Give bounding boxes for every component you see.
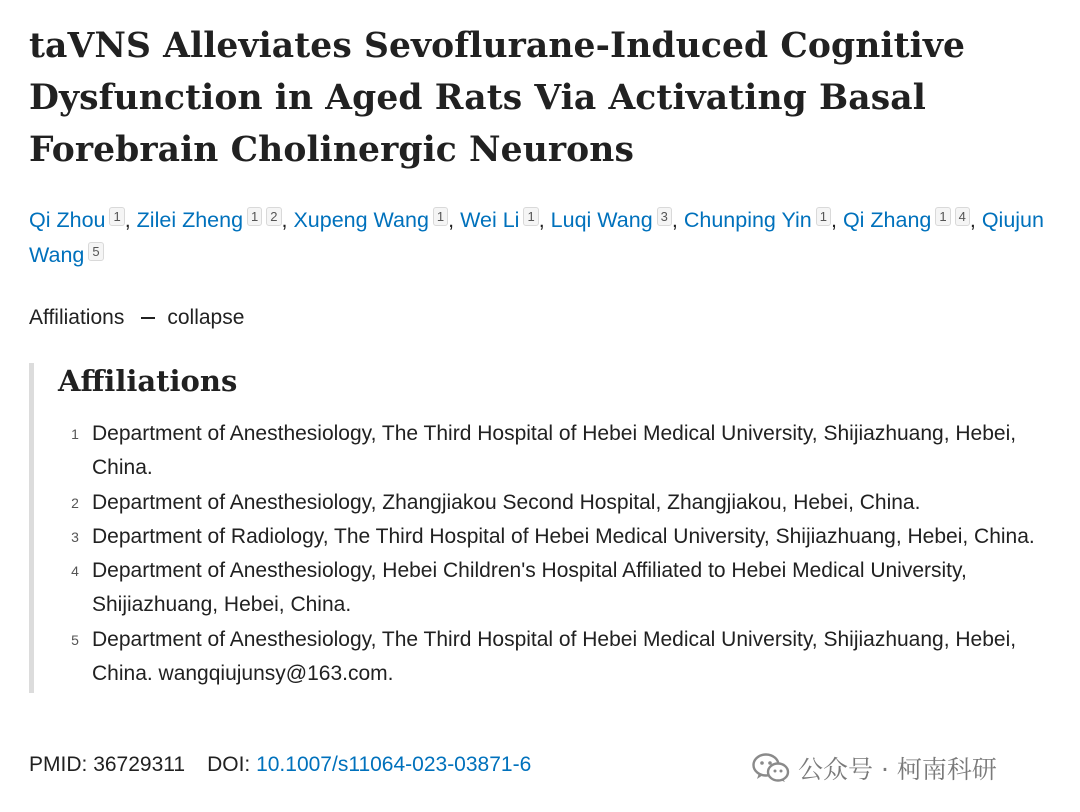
affiliation-item [58,486,1059,520]
author-separator: , [538,208,551,232]
affiliation-text: Department of Radiology, The Third Hospital of Hebei Medical University, Shijiazhuang, Hebei, China. [92,524,1035,548]
article-title: taVNS Alleviates Sevoflurane-Induced Cognitive Dysfunction in Aged Rats Via Activating Basal Forebrain Cholinergic Neurons [29,26,966,170]
affiliation-ref-badge[interactable]: 4 [955,207,970,226]
author-link[interactable]: Luqi Wang [550,208,653,232]
affiliation-ref-badge[interactable]: 1 [109,207,124,226]
affiliations-panel [29,363,1059,693]
author-link[interactable]: Qiujun Wang [29,208,1044,267]
affiliation-item [58,623,1059,692]
author-item [29,208,125,232]
affiliation-item [58,554,1059,623]
author-link[interactable]: Xupeng Wang [293,208,429,232]
author-item [137,208,282,232]
author-item [460,208,539,232]
article-header [29,20,1059,693]
watermark [752,748,997,788]
affiliation-ref-badge[interactable]: 2 [266,207,281,226]
author-separator: , [671,208,684,232]
affiliation-ref-badge[interactable]: 1 [816,207,831,226]
author-separator: , [281,208,294,232]
affiliation-ref-badge[interactable]: 1 [935,207,950,226]
author-link[interactable]: Wei Li [460,208,520,232]
doi [207,748,531,782]
affiliations-toggle-label: Affiliations [29,306,125,329]
affiliation-ref-badge[interactable]: 5 [88,242,103,261]
author-item [551,208,672,232]
affiliation-ref-badge[interactable]: 1 [433,207,448,226]
minus-icon [141,317,155,319]
author-separator: , [969,208,982,232]
affiliation-number: 3 [71,528,79,545]
affiliations-list [58,417,1059,691]
affiliation-item [58,417,1059,486]
affiliation-number: 1 [71,426,79,442]
affiliation-text: Department of Anesthesiology, The Third Hospital of Hebei Medical University, Shijiazhuang, Hebei, China. [92,422,1017,480]
affiliation-text: Department of Anesthesiology, Zhangjiakou Second Hospital, Zhangjiakou, Hebei, China. [92,490,921,514]
author-item [293,208,448,232]
author-list [29,203,1059,273]
collapse-label[interactable]: collapse [167,306,245,329]
affiliations-heading: Affiliations [58,364,238,398]
doi-link[interactable]: 10.1007/s11064-023-03871-6 [256,753,532,776]
author-link[interactable]: Qi Zhang [842,208,932,232]
affiliation-ref-badge[interactable]: 1 [523,207,538,226]
author-link[interactable]: Qi Zhou [29,208,106,232]
affiliation-ref-badge[interactable]: 3 [657,207,672,226]
affiliation-text: Department of Anesthesiology, The Third Hospital of Hebei Medical University, Shijiazhuang, Hebei, China. wangqiujunsy@163.com. [92,627,1017,686]
author-separator: , [124,208,137,232]
affiliations-toggle[interactable] [29,303,1059,333]
author-separator: , [448,208,461,232]
affiliation-ref-badge[interactable]: 1 [247,207,262,226]
article-identifiers [29,748,531,782]
pmid [29,748,185,782]
author-separator: , [831,208,843,232]
affiliation-item [58,520,1059,554]
author-item [843,208,970,232]
pmid-label: PMID: [29,753,88,776]
pmid-value: 36729311 [93,753,186,776]
affiliation-number: 5 [71,631,79,648]
affiliation-number: 2 [71,494,79,511]
wechat-icon [752,753,790,783]
author-link[interactable]: Chunping Yin [683,208,812,232]
author-link[interactable]: Zilei Zheng [136,208,244,232]
author-item [684,208,831,232]
affiliation-number: 4 [71,563,79,580]
affiliation-text: Department of Anesthesiology, Hebei Children's Hospital Affiliated to Hebei Medical University, Shijiazhuang, Hebei, China. [92,559,967,617]
doi-label: DOI: [207,753,251,776]
watermark-text: 公众号 · 柯南科研 [798,755,997,784]
